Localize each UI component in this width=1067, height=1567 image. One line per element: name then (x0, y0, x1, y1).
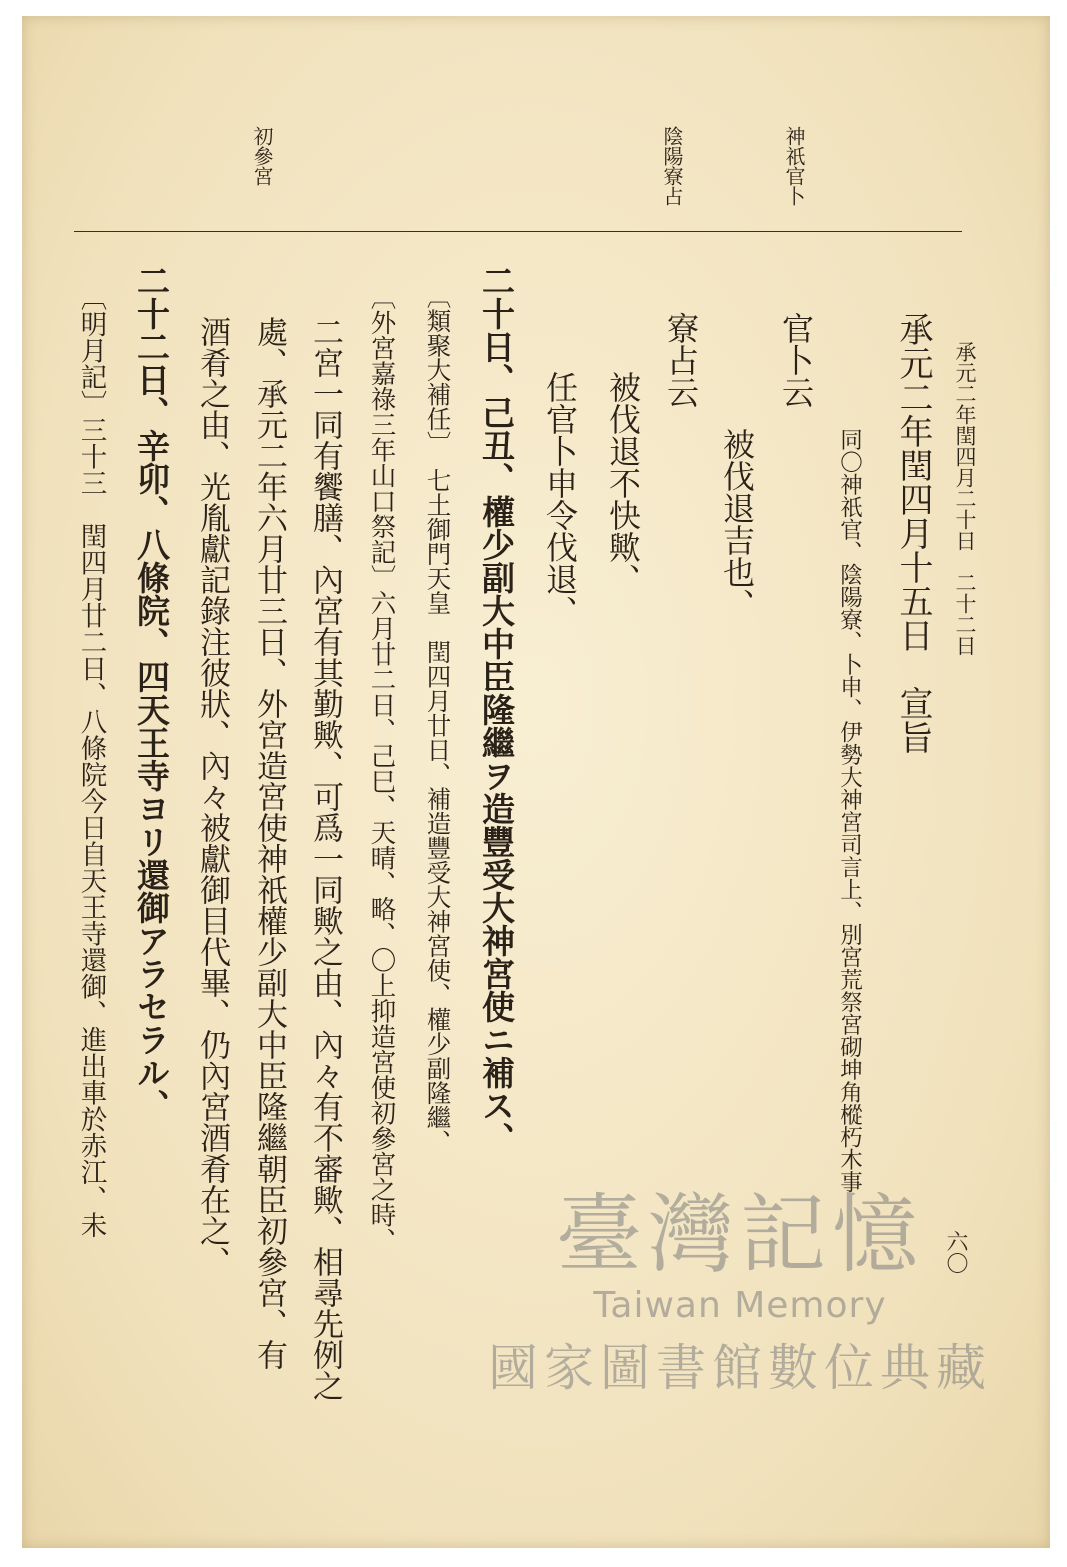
watermark (470, 1165, 1010, 1400)
margin-note-divination: 神祇官卜 (782, 126, 806, 206)
text-line-6: 被伐退不快歟、 (604, 371, 642, 595)
text-line-2: 同〇神祇官、陰陽寮、卜申、伊勢大神宮司言上、別宮荒祭宮砌坤角樅朽木事 (836, 428, 863, 1193)
citation-ruiju-dai-buni: 〔類聚大補任〕 七土御門天皇 閏四月廿日、補造豐受大神宮使、權少副隆繼、 (423, 284, 453, 1154)
page-number: 六〇 (943, 1230, 968, 1274)
text-line-7: 任官卜申令伐退、 (541, 371, 579, 627)
watermark-english: Taiwan Memory (593, 1285, 887, 1326)
margin-note-yin-yang: 陰陽寮占 (660, 126, 684, 206)
text-line-5: 寮占云 (662, 312, 700, 408)
margin-note-first-visit: 初參宮 (250, 126, 274, 186)
entry-22nd-day: 二十二日、辛卯、八條院、四天王寺ヨリ還御アラセラル、 (132, 264, 171, 1122)
text-line-4: 被伐退吉也、 (718, 428, 756, 620)
text-line-11: 二宮一同有饗膳、內宮有其勤歟、可爲一同歟之由、內々有不審歟、相尋先例之 (307, 316, 343, 1401)
text-line-3: 官卜云 (777, 312, 815, 408)
text-line-13: 酒肴之由、光胤獻記錄注彼狀、內々被獻御目代畢、仍內宮酒肴在之、 (194, 316, 230, 1277)
watermark-library: 國家圖書館數位典藏 (488, 1339, 992, 1397)
text-line-12: 處、承元二年六月廿三日、外宮造宮使神祇權少副大中臣隆繼朝臣初參宮、有 (251, 316, 287, 1370)
text-line-1: 承元二年閏四月十五日 宣旨 (893, 312, 933, 754)
running-head: 承元二年閏四月二十日 二十二日 (953, 341, 977, 656)
header-rule (74, 231, 962, 232)
citation-gegu-kaoku: 〔外宮嘉祿三年山口祭記〕六月廿二日、己巳、天晴、略、〇上抑造宮使初參宮之時、 (366, 284, 397, 1253)
citation-meigetsuki: 〔明月記〕三十三 閏四月廿二日、八條院今日自天王寺還御、進出車於赤江、未 (75, 284, 107, 1238)
watermark-title: 臺灣記憶 (556, 1185, 924, 1285)
entry-20th-day: 二十日、己丑、權少副大中臣隆繼ヲ造豐受大神宮使ニ補ス、 (477, 264, 516, 1155)
